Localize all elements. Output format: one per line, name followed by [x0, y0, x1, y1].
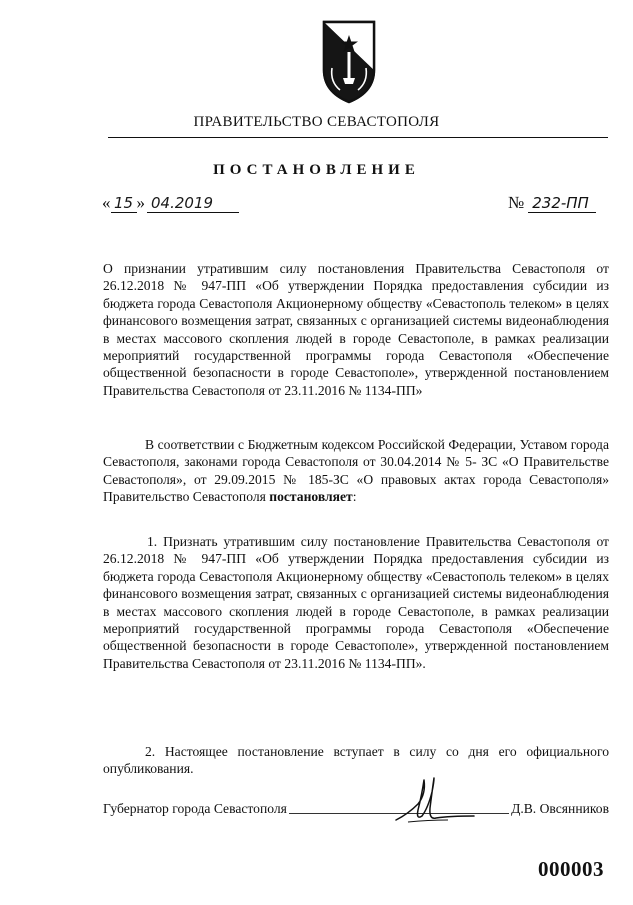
date-month-year: 04.2019 [147, 194, 239, 213]
signer-position: Губернатор города Севастополя [103, 801, 287, 816]
clause-item-1: 1. Признать утратившим силу постановление Правительства Севастополя от 26.12.2018 № 947-ПП «Об утверждении Порядка предоставления субсидии из бюджета города Севастополя Акционерному обществу «Севастополь телеком» в целях финансового возмещения затрат, связанных с организацией системы видеонаблюдения в местах массового скопления людей в городе Севастополе, в рамках реализации мероприятий государственной программы города Севастополя «Обеспечение общественной безопасности в городе Севастополе», утвержденной постановлением Правительства Севастополя от 23.11.2016 № 1134-ПП». [103, 534, 609, 671]
document-number [508, 193, 596, 213]
number-value: 232-ПП [528, 194, 596, 213]
preamble-paragraph [103, 436, 609, 506]
decree-colon: : [352, 489, 357, 505]
signer-name: Д.В. Овсянников [511, 801, 609, 816]
sevastopol-coat-of-arms-icon [318, 18, 380, 104]
handwritten-signature [388, 770, 478, 830]
clause-item-2: 2. Настоящее постановление вступает в силу со дня его официального опубликования. [103, 744, 609, 777]
document-subject: О признании утратившим силу постановления Правительства Севастополя от 26.12.2018 № 947-ПП «Об утверждении Порядка предоставления субсидии из бюджета города Севастополя Акционерному обществу «Севастополь телеком» в целях финансового возмещения затрат, связанных с организацией системы видеонаблюдения в местах массового скопления людей в городе Севастополе, в рамках реализации мероприятий государственной программы города Севастополя «Обеспечение общественной безопасности в городе Севастополе», утвержденной постановлением Правительства Севастополя от 23.11.2016 № 1134-ПП» [103, 261, 609, 398]
date-day: 15 [111, 194, 137, 213]
number-sign: № [508, 193, 525, 212]
serial-number: 000003 [538, 857, 604, 881]
date-close-quote: » [136, 193, 145, 212]
date-open-quote: « [102, 193, 111, 212]
heading-divider [108, 137, 608, 138]
document-date [102, 193, 239, 213]
signature-block [103, 801, 609, 817]
decree-word: постановляет [269, 489, 353, 505]
preamble-text: В соответствии с Бюджетным кодексом Российской Федерации, Уставом города Севастополя, законами города Севастополя от 30.04.2014 № 5- ЗС «О Правительстве Севастополя», от 29.09.2015 № 185-ЗС «О правовых актах города Севастополя» Правительство Севастополя [103, 437, 609, 505]
organization-heading: ПРАВИТЕЛЬСТВО СЕВАСТОПОЛЯ [193, 114, 440, 130]
document-type-title: ПОСТАНОВЛЕНИЕ [213, 162, 420, 178]
